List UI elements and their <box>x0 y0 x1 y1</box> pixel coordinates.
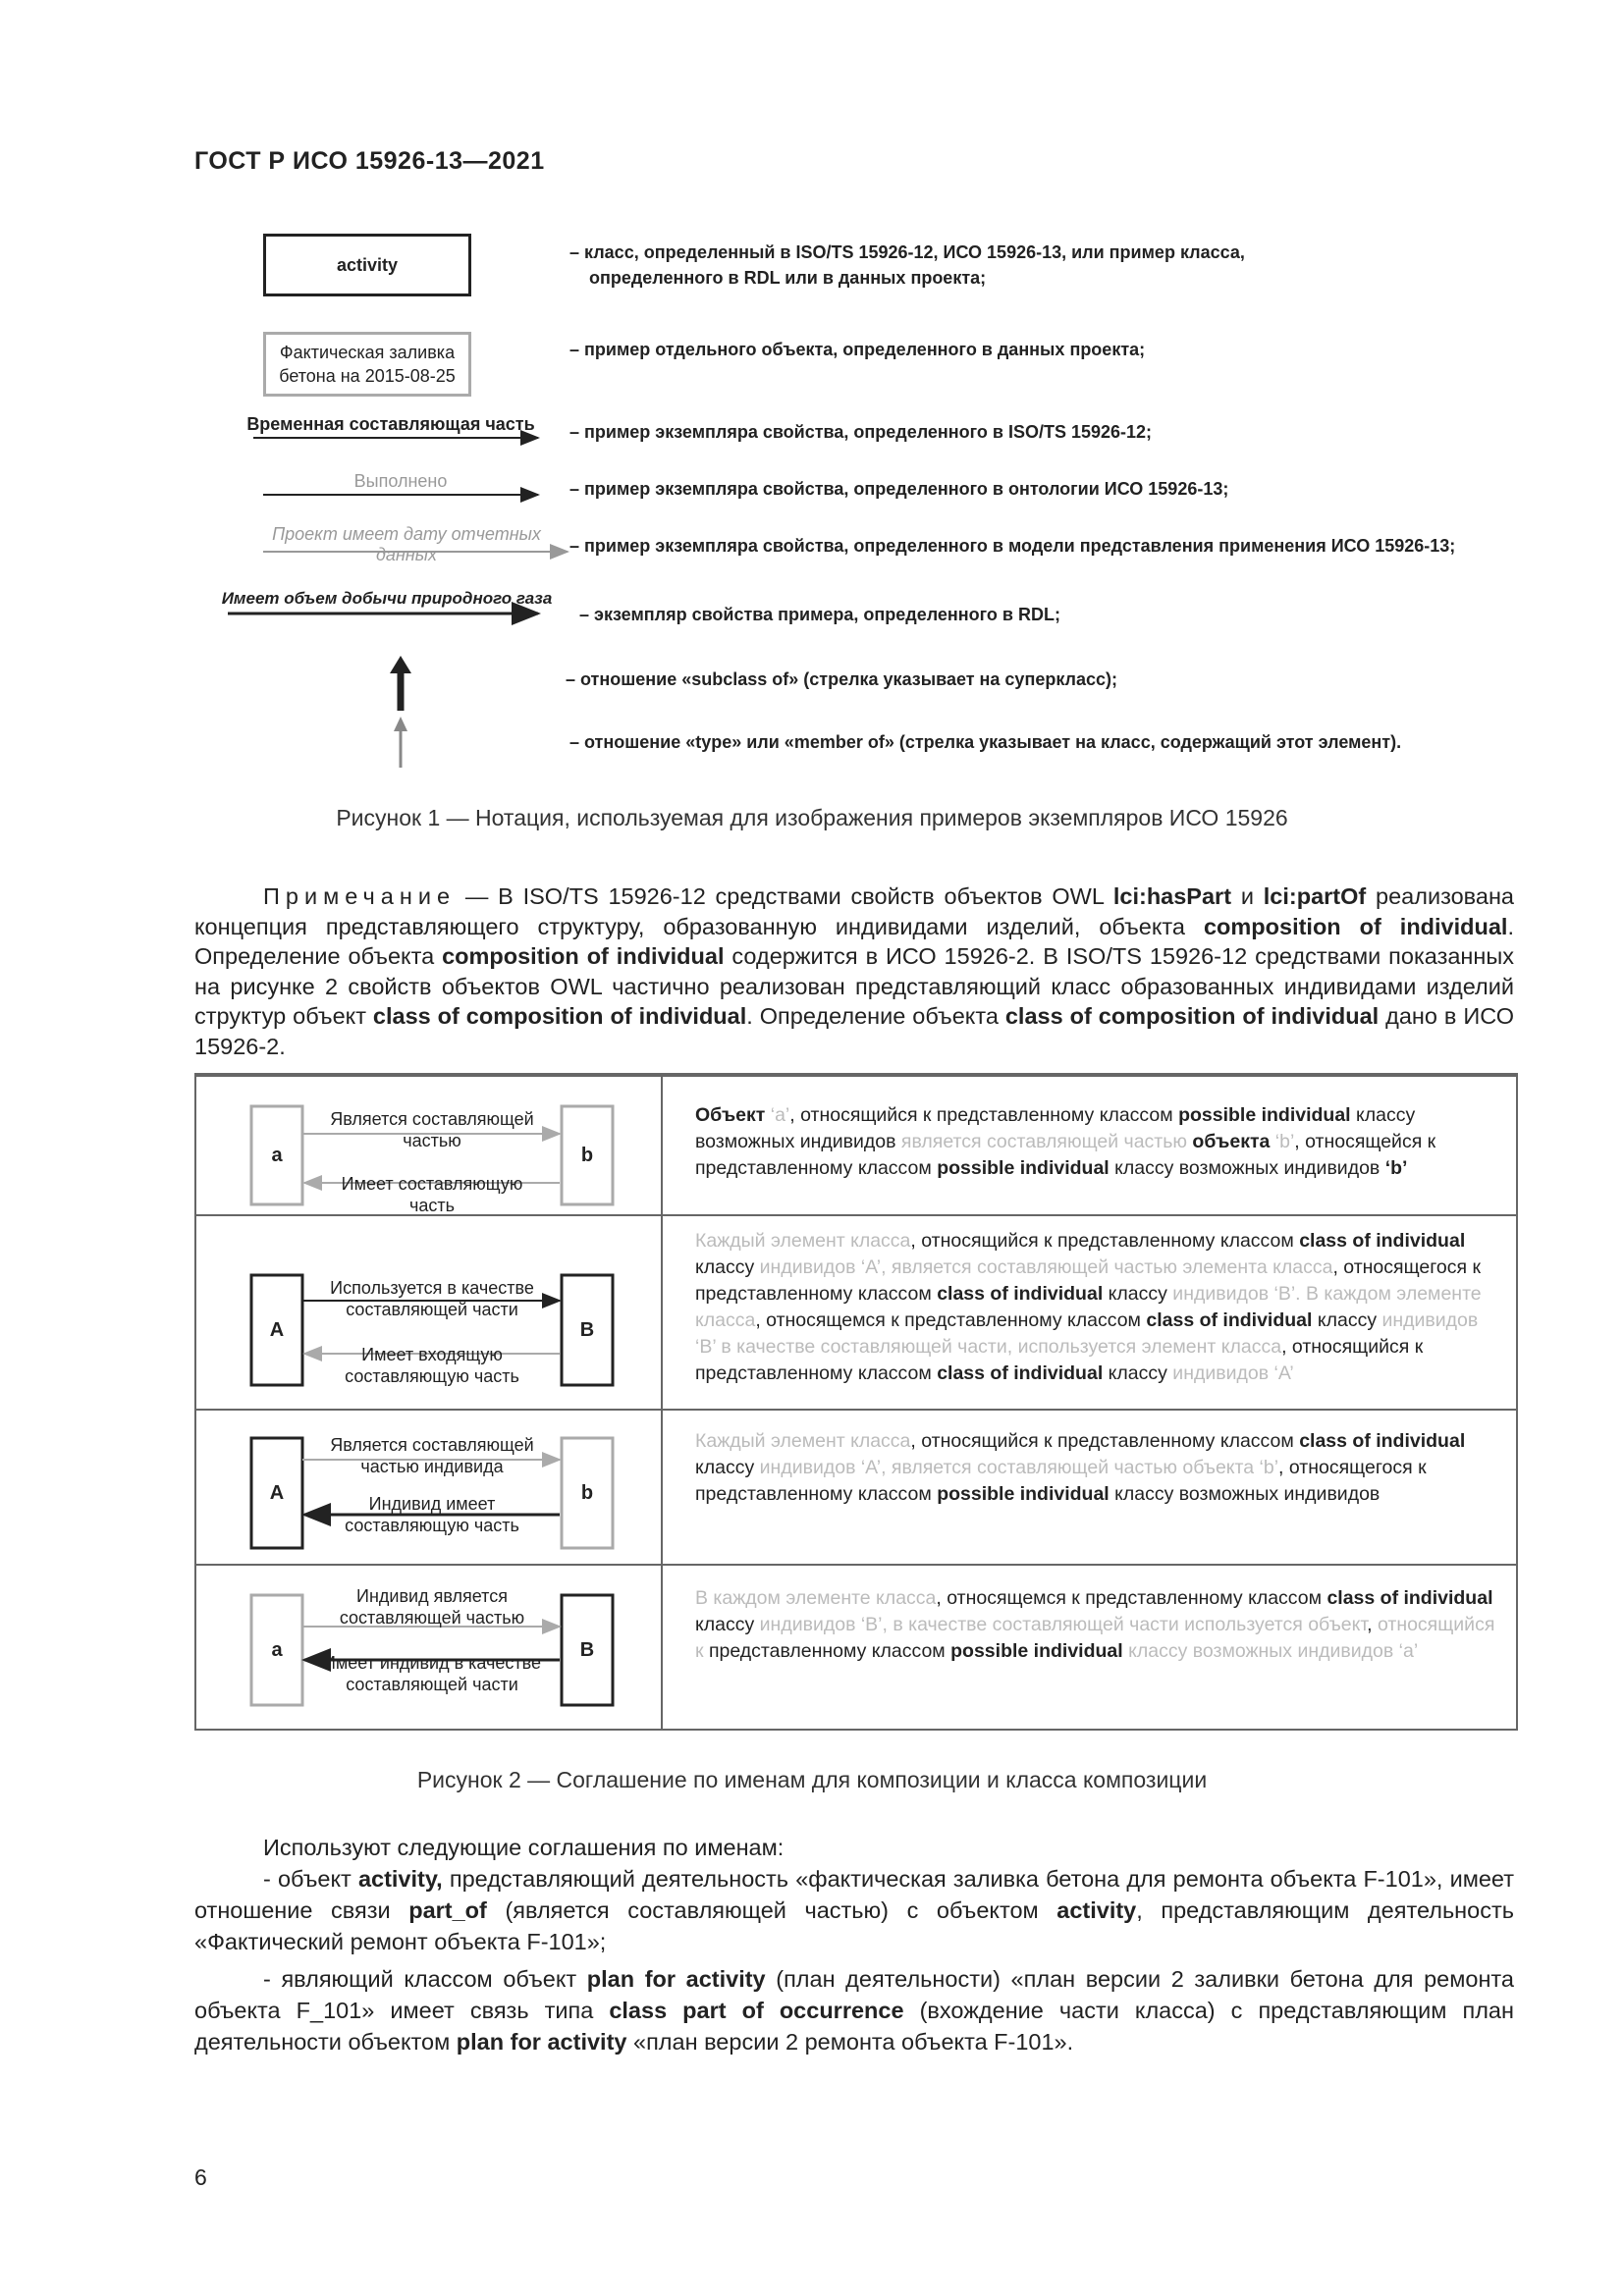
legend-text-arrow4: – экземпляр свойства примера, определенного в RDL; <box>579 605 1060 624</box>
description-run: class of individual <box>1299 1430 1466 1452</box>
relation-label-top <box>304 1277 560 1320</box>
note-term: class of composition of individual <box>1004 1003 1380 1029</box>
description-run: Каждый элемент класса <box>695 1230 911 1252</box>
note-text: . Определение объекта <box>194 913 1514 969</box>
description-run: индивидов ‘A’, является составляющей частью элемента класса <box>759 1256 1333 1278</box>
note-label: Примечание <box>263 883 457 909</box>
node-right: B <box>565 1598 610 1702</box>
relation-label-bottom <box>304 1493 560 1536</box>
body-text: (является составляющей частью) с объектом <box>486 1897 1057 1923</box>
body-term: activity, <box>357 1866 443 1892</box>
description-run: является составляющей частью <box>900 1131 1188 1152</box>
legend-text-line: – класс, определенный в ISO/TS 15926-12, ИСО 15926-13, или пример класса, <box>569 242 1245 262</box>
table-row <box>196 1409 1516 1566</box>
description-run: class of individual <box>1326 1587 1493 1609</box>
label-line: Является составляющей <box>330 1435 534 1455</box>
label-line: Имеет индивид в качестве <box>322 1653 542 1673</box>
table-row <box>196 1214 1516 1411</box>
description-run: class of individual <box>937 1283 1104 1305</box>
description-run: классу возможных индивидов <box>1109 1483 1380 1505</box>
description-run: , относящийся к представленному классом <box>789 1104 1179 1126</box>
note-text: дано в ИСО 15926-2. <box>194 1003 1514 1059</box>
label-line: составляющую часть <box>345 1516 519 1535</box>
description-run: классу <box>1103 1362 1173 1384</box>
note-term: lci:hasPart <box>1112 883 1232 909</box>
note-term: composition of individual <box>1203 913 1508 939</box>
legend-text-arrow3: – пример экземпляра свойства, определенного в модели представления применения ИСО 15926-13; <box>569 536 1456 556</box>
label-line: составляющую часть <box>345 1366 519 1386</box>
legend-text-arrow2: – пример экземпляра свойства, определенного в онтологии ИСО 15926-13; <box>569 479 1229 499</box>
body-term: part_of <box>408 1897 487 1923</box>
label-line: часть <box>408 1196 455 1215</box>
label-line: составляющей части <box>346 1300 518 1319</box>
label-line: частью индивида <box>360 1457 504 1476</box>
label-line: составляющей части <box>346 1675 518 1694</box>
description-run: индивидов ‘A’, является составляющей частью объекта ‘b’ <box>759 1457 1279 1478</box>
row-description <box>695 1228 1500 1387</box>
note-text: содержится в ИСО 15926-2. В ISO/TS 15926-12 средствами показанных на рисунке 2 свойств объектов OWL частично реализован представляющий класс образованных индивидами изделий структур объект <box>194 943 1515 1029</box>
description-run: ‘b’ <box>1274 1131 1295 1152</box>
figure1-caption: Рисунок 1 — Нотация, используемая для изображения примеров экземпляров ИСО 15926 <box>336 805 1288 830</box>
description-run: индивидов ‘B’. В каждом элементе класса <box>695 1283 1482 1331</box>
description-run: классу <box>695 1457 760 1478</box>
description-run: классу <box>1312 1309 1382 1331</box>
node-right: b <box>565 1441 610 1545</box>
arrow-label-performed: Выполнено <box>353 471 448 491</box>
page-number: 6 <box>194 2164 207 2190</box>
label-line: Имеет входящую <box>361 1345 503 1364</box>
description-run: классу возможных индивидов ‘a’ <box>1122 1640 1419 1662</box>
body-term: plan for activity <box>586 1966 766 1992</box>
description-run: possible individual <box>1178 1104 1351 1126</box>
description-run: индивидов ‘A’ <box>1172 1362 1294 1384</box>
body-text: , представляющим деятельность «Фактический ремонт объекта F-101»; <box>194 1897 1514 1954</box>
node-right: B <box>565 1278 610 1382</box>
description-run: , относящегося к представленному классом <box>695 1457 1427 1505</box>
note-text: — В ISO/TS 15926-12 средствами свойств объектов OWL <box>456 883 1113 909</box>
figure2-table <box>194 1073 1518 1731</box>
description-run: , относящейся к представленному классом <box>695 1131 1436 1179</box>
body-paragraph-1 <box>194 1863 1514 1957</box>
note-text: и <box>1231 883 1264 909</box>
row-description <box>695 1585 1500 1665</box>
label-line: составляющей частью <box>339 1608 525 1628</box>
description-run: , относящийся к представленному классом <box>695 1336 1424 1384</box>
description-run: , относящийся к представленному классом <box>910 1430 1300 1452</box>
label-line: Является составляющей <box>330 1109 534 1129</box>
body-text: «план версии 2 ремонта объекта F-101». <box>626 2029 1074 2055</box>
note-term: lci:partOf <box>1263 883 1367 909</box>
arrow-label-temporal-part: Временная составляющая часть <box>246 414 535 434</box>
class-box-activity: activity <box>263 234 471 296</box>
document-header: ГОСТ Р ИСО 15926-13—2021 <box>194 147 545 175</box>
body-paragraph-2 <box>194 1963 1514 2057</box>
description-run: Каждый элемент класса <box>695 1430 911 1452</box>
legend-text-line: определенного в RDL или в данных проекта; <box>589 268 987 288</box>
label-line: частью <box>403 1131 461 1150</box>
description-run: Объект <box>695 1104 771 1126</box>
description-run: , относящемся к представленному классом <box>936 1587 1327 1609</box>
description-run: ‘b’ <box>1384 1157 1408 1179</box>
description-run: классу возможных индивидов <box>695 1104 1416 1152</box>
note-paragraph <box>194 881 1514 1061</box>
body-text: - объект <box>263 1866 358 1892</box>
relation-label-bottom <box>304 1652 560 1695</box>
node-left: a <box>254 1598 299 1702</box>
description-run: possible individual <box>950 1640 1123 1662</box>
individual-box-line: бетона на 2015-08-25 <box>279 366 456 386</box>
node-left: A <box>254 1441 299 1545</box>
node-right: b <box>565 1109 610 1201</box>
arrow-subclass-of-head <box>390 656 411 673</box>
description-run: представленному классом <box>703 1640 951 1662</box>
legend-text-type: – отношение «type» или «member of» (стрелка указывает на класс, содержащий этот элемент). <box>569 732 1402 752</box>
body-term: class part of occurrence <box>609 1998 904 2023</box>
table-row <box>196 1075 1516 1216</box>
arrow-label-gas-volume: Имеет объем добычи природного газа <box>221 589 553 608</box>
description-run: классу возможных индивидов <box>1109 1157 1385 1179</box>
description-run: class of individual <box>937 1362 1104 1384</box>
description-run: индивидов ‘B’, в качестве составляющей части используется объект <box>759 1614 1368 1635</box>
relation-label-bottom <box>304 1173 560 1216</box>
node-left: A <box>254 1278 299 1382</box>
note-text: реализована концепция представляющего структуру, образованную индивидами изделий, объекта <box>194 883 1514 939</box>
individual-box-line: Фактическая заливка <box>279 343 456 362</box>
row-description <box>695 1428 1500 1508</box>
body-text: (план деятельности) «план версии 2 заливки бетона для ремонта объекта F_101» имеет связь типа <box>194 1966 1514 2023</box>
node-left: a <box>254 1109 299 1201</box>
relation-label-top <box>304 1585 560 1629</box>
legend-text-subclass: – отношение «subclass of» (стрелка указывает на суперкласс); <box>566 669 1118 689</box>
figure2-caption: Рисунок 2 — Соглашение по именам для композиции и класса композиции <box>416 1767 1208 1792</box>
body-intro: Используют следующие соглашения по именам: <box>263 1835 785 1860</box>
description-run: классу <box>1103 1283 1173 1305</box>
legend-arrows <box>0 0 1624 785</box>
description-run: относящийся к <box>695 1614 1495 1662</box>
description-run: possible individual <box>937 1157 1110 1179</box>
label-line: Используется в качестве <box>330 1278 534 1298</box>
label-line: Индивид является <box>356 1586 508 1606</box>
label-line: Имеет составляющую <box>341 1174 523 1194</box>
description-run: , относящемся к представленному классом <box>755 1309 1147 1331</box>
body-text: - являющий классом объект <box>263 1966 587 1992</box>
relation-label-bottom <box>304 1344 560 1387</box>
note-text: . Определение объекта <box>746 1003 1005 1029</box>
legend-text-individual: – пример отдельного объекта, определенного в данных проекта; <box>569 340 1146 359</box>
description-run: , <box>1367 1614 1378 1635</box>
description-run: классу <box>695 1256 760 1278</box>
description-run: ‘a’ <box>770 1104 790 1126</box>
description-run: class of individual <box>1299 1230 1466 1252</box>
description-run: В каждом элементе класса <box>695 1587 937 1609</box>
relation-label-top <box>304 1434 560 1477</box>
description-run: объекта <box>1187 1131 1275 1152</box>
note-term: class of composition of individual <box>372 1003 747 1029</box>
note-term: composition of individual <box>442 943 725 969</box>
label-line: Индивид имеет <box>368 1494 496 1514</box>
arrow-type-of-head <box>394 717 407 731</box>
arrow-label-project-date: Проект имеет дату отчетных данных <box>272 524 541 564</box>
table-row <box>196 1564 1516 1731</box>
description-run: классу <box>695 1614 760 1635</box>
legend-text-arrow1: – пример экземпляра свойства, определенного в ISO/TS 15926-12; <box>569 422 1153 442</box>
body-text: представляющий деятельность «фактическая заливка бетона для ремонта объекта F-101», имеет отношение связи <box>194 1866 1514 1923</box>
description-run: class of individual <box>1146 1309 1313 1331</box>
body-term: activity <box>1056 1897 1137 1923</box>
body-text: (вхождение части класса) с представляющим план деятельности объектом <box>194 1998 1514 2055</box>
description-run: , относящийся к представленному классом <box>910 1230 1300 1252</box>
description-run: индивидов ‘B’ в качестве составляющей части, используется элемент класса <box>695 1309 1479 1358</box>
body-term: plan for activity <box>456 2029 627 2055</box>
description-run: , относящегося к представленному классом <box>695 1256 1482 1305</box>
relation-label-top <box>304 1108 560 1151</box>
description-run: possible individual <box>937 1483 1110 1505</box>
row-description <box>695 1102 1500 1182</box>
